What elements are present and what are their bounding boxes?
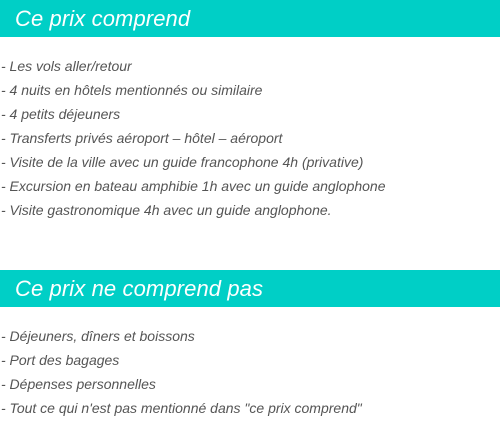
included-list — [0, 54, 500, 222]
included-item: - Visite gastronomique 4h avec un guide anglophone. — [1, 202, 332, 218]
excluded-list — [0, 324, 500, 420]
included-item: - 4 nuits en hôtels mentionnés ou similaire — [1, 82, 263, 98]
included-item: - Visite de la ville avec un guide francophone 4h (privative) — [1, 154, 364, 170]
included-item: - Les vols aller/retour — [1, 58, 132, 74]
included-item: - 4 petits déjeuners — [1, 106, 121, 122]
included-title: Ce prix comprend — [15, 5, 191, 31]
excluded-item: - Dépenses personnelles — [1, 376, 156, 392]
included-item: - Transferts privés aéroport – hôtel – aéroport — [1, 130, 283, 146]
included-item: - Excursion en bateau amphibie 1h avec un guide anglophone — [1, 178, 386, 194]
excluded-header — [0, 270, 500, 307]
excluded-item: - Déjeuners, dîners et boissons — [1, 328, 195, 344]
excluded-section — [0, 270, 500, 420]
excluded-item: - Tout ce qui n'est pas mentionné dans "ce prix comprend" — [1, 400, 362, 416]
excluded-item: - Port des bagages — [1, 352, 120, 368]
included-header — [0, 0, 500, 37]
excluded-title: Ce prix ne comprend pas — [15, 275, 264, 301]
